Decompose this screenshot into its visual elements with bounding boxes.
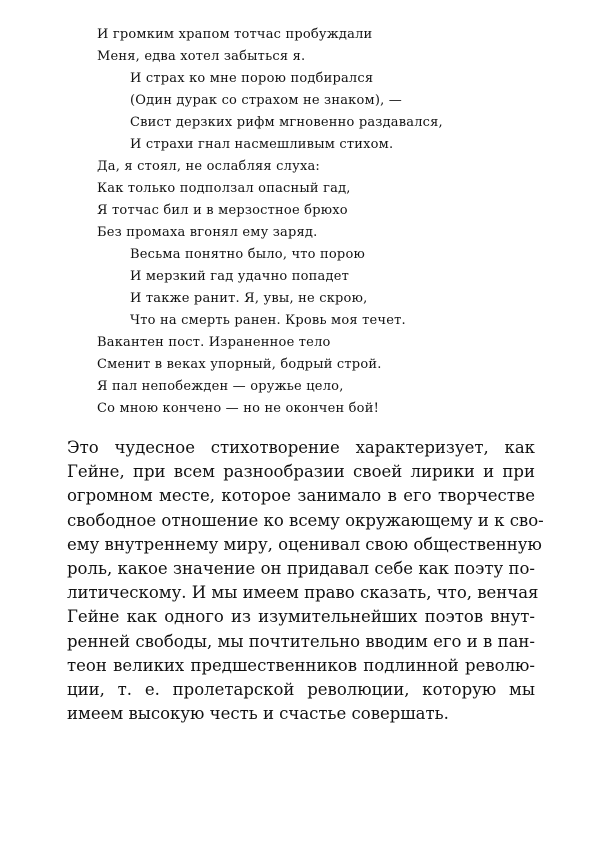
poem-line: Свист дерзких рифм мгновенно раздавался, — [130, 115, 443, 130]
paragraph-line: ему внутреннему миру, оценивал свою общественную — [67, 534, 542, 554]
paragraph-line: теон великих предшественников подлинной револю- — [67, 655, 535, 675]
poem-line: И также ранит. Я, увы, не скрою, — [130, 291, 368, 306]
poem-line: Весьма понятно было, что порою — [130, 247, 365, 262]
paragraph-line: Гейне как одного из изумительнейших поэтов внут- — [67, 607, 535, 627]
paragraph-line: ции, т. е. пролетарской революции, которую мы — [67, 680, 535, 700]
poem-line: Да, я стоял, не ослабляя слуха: — [97, 159, 321, 174]
paragraph-line: имеем высокую честь и счастье совершать. — [67, 704, 449, 724]
paragraph-line: литическому. И мы имеем право сказать, что, венчая — [67, 583, 539, 603]
poem-line: Сменит в веках упорный, бодрый строй. — [97, 357, 382, 372]
poem-line: И мерзкий гад удачно попадет — [130, 269, 349, 284]
poem-line: Вакантен пост. Израненное тело — [97, 335, 331, 350]
poem-line: Меня, едва хотел забыться я. — [97, 49, 306, 64]
poem-line: Я тотчас бил и в мерзостное брюхо — [97, 203, 348, 218]
poem-line: (Один дурак со страхом не знаком), — — [130, 93, 402, 108]
paragraph-line: огромном месте, которое занимало в его творчестве — [67, 486, 535, 506]
poem-line: И страхи гнал насмешливым стихом. — [130, 137, 394, 152]
poem-line: И громким храпом тотчас пробуждали — [97, 27, 373, 42]
poem-line: Без промаха вгонял ему заряд. — [97, 225, 318, 240]
poem-stanza — [97, 24, 517, 420]
commentary-paragraph — [67, 436, 544, 726]
poem-line: И страх ко мне порою подбирался — [130, 71, 374, 86]
poem-line: Как только подползал опасный гад, — [97, 181, 351, 196]
poem-line: Что на смерть ранен. Кровь моя течет. — [130, 313, 406, 328]
paragraph-line: роль, какое значение он придавал себе как поэту по- — [67, 559, 535, 579]
poem-line: Я пал непобежден — оружье цело, — [97, 379, 344, 394]
paragraph-line: Гейне, при всем разнообразии своей лирики и при — [67, 462, 535, 482]
poem-line: Со мною кончено — но не окончен бой! — [97, 401, 380, 416]
paragraph-line: свободное отношение ко всему окружающему и к сво- — [67, 510, 544, 530]
paragraph-line: ренней свободы, мы почтительно вводим его и в пан- — [67, 631, 535, 651]
paragraph-line: Это чудесное стихотворение характеризует, как — [67, 438, 535, 457]
